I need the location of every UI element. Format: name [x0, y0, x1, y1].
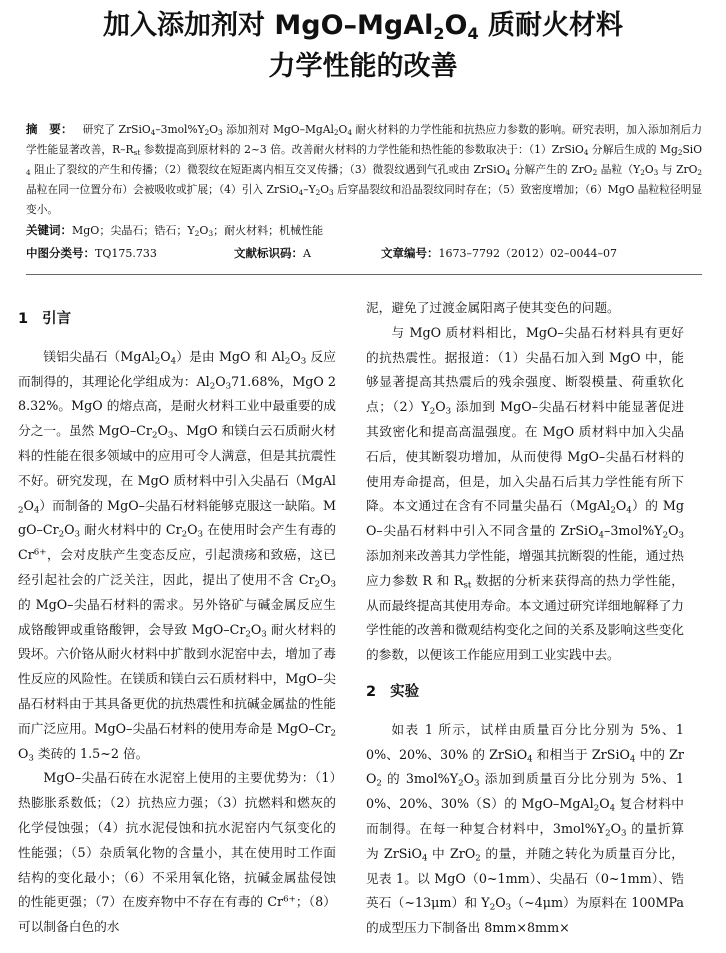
subscript: 4 — [347, 128, 352, 138]
divider — [26, 274, 702, 275]
subscript: 4 — [150, 128, 156, 138]
subscript: 3 — [678, 530, 684, 541]
right-column — [366, 296, 684, 941]
paragraph: 如表 1 所示，试样由质量百分比分别为 5%、10%、20%、30% 的 ZrSiO$_4$ 和相当于 ZrSiO$_4$ 中的 ZrO$_2$ 的 $3mol\%Y_2O_3$ 添加到质量百分比分别为 5%、10%、20%、30%（S）的 MgO–$MgAl_2O_4$ 复合材料中而制得。在每一种复合材料中，$3mol\%Y_2O_3$ 的量折算为 ZrSiO$_4$ 中 ZrO$_2$ 的量，并随之转化为质量百分比，见表 1。以 MgO（0~1mm）、尖晶石（0~1mm）、锆英石（~13μm）和 $Y_2O_3(\sim 4\mu m)$为原料在 100MPa 的成型压力下制备出 8mm×8mm× — [366, 721, 685, 936]
subscript: 2 — [429, 406, 436, 417]
subscript: 4 — [629, 754, 636, 765]
subscript: 2 — [333, 128, 339, 138]
subscript: 2 — [204, 128, 210, 138]
subscript: st — [133, 148, 141, 158]
keywords-text: MgO；尖晶石；锆石；$Y_2O_3$；耐火材料；机械性能 — [72, 224, 324, 239]
subscript: 2 — [209, 381, 216, 392]
section-1-heading: 1 引言 — [18, 311, 72, 327]
document-code: 文献标识码：A — [234, 246, 311, 260]
subscript: 2 — [610, 505, 616, 516]
subscript: 2 — [181, 529, 188, 540]
subscript: 3 — [621, 828, 627, 839]
subscript: 2 — [194, 229, 200, 239]
subscript: 2 — [154, 356, 161, 367]
subscript: 4 — [33, 505, 40, 516]
subscript: 3 — [261, 629, 267, 640]
abstract-text: 研究了 $ZrSiO_4-3mol\%Y_2O_3$ 添加剂对 MgO–$MgAl_2O_4$ 耐火材料的力学性能和抗热应力参数的影响。研究表明，加入添加剂后力学性能显著改善，$R-R_{st}$ 参数提高到原材料的 2~3 倍。改善耐火材料的力学性能和热性能的参数取决于：（1）ZrSiO$_4$ 分解后生成的 $Mg_2SiO_4$ 阻止了裂纹的产生和传播；（2）微裂纹在短距离内相互交叉传播；（3）微裂纹遇到气孔或由 ZrSiO$_4$ 分解产生的 ZrO$_2$ 晶粒（$Y_2O_3$ 与 ZrO$_2$ 晶粒在同一位置分布）会被吸收或扩展；（4）引入 $ZrSiO_4-Y_2O_3$ 后穿晶裂纹和沿晶裂纹同时存在；（5）致密度增加；（6）MgO 晶粒粒径明显变小。 — [26, 123, 703, 216]
section-2-heading: 2 实验 — [366, 683, 420, 700]
superscript: 6+ — [33, 547, 47, 558]
paragraph: MgO–尖晶石砖在水泥窑上使用的主要优势为：（1）热膨胀系数低；（2）抗热应力强；（3）抗燃料和燃灰的化学侵蚀强；（4）抗水泥侵蚀和抗水泥窑内气氛变化的性能强；（5）杂质氧化物的含量小，其在使用时工作面结构的变化最小；（6）不采用氧化铬，抗碱金属盐侵蚀的性能更强；（7）在废弃物中不存在有毒的 $Cr^{6+}$；（8）可以制备白色的水 — [18, 770, 336, 935]
paragraph-continuation: 泥，避免了过渡金属阳离子使其变色的问题。 — [366, 300, 620, 315]
superscript: 6+ — [283, 894, 296, 905]
subscript: 2 — [677, 148, 683, 158]
subscript: 4 — [170, 356, 177, 367]
subscript: 3 — [74, 529, 81, 540]
subscript: 3 — [505, 902, 512, 913]
keywords-label: 关键词： — [26, 223, 72, 237]
subscript: 2 — [475, 853, 481, 864]
subscript: 3 — [218, 128, 223, 138]
subscript: st — [463, 580, 472, 591]
subscript: 4 — [298, 188, 304, 198]
subscript: 3 — [300, 356, 307, 367]
subscript: 2 — [662, 530, 669, 541]
subscript: 2 — [592, 168, 598, 178]
subscript: 2 — [489, 902, 496, 913]
subscript: 2 — [151, 430, 158, 441]
subscript: 3 — [197, 529, 204, 540]
subscript: 2 — [376, 778, 382, 789]
subscript: 3 — [653, 168, 659, 178]
subscript: 2 — [245, 629, 251, 640]
subscript: 4 — [626, 505, 632, 516]
paragraph: 与 MgO 质材料相比，MgO–尖晶石材料具有更好的抗热震性。据报道：（1）尖晶石加入到 MgO 中，能够显著提高其热震后的残余强度、断裂模量、荷重软化点；$(2)Y_2O_3$ 添加到 MgO–尖晶石材料中能显著促进其致密化和提高高温强度。在 MgO 质材料中加入尖晶石后，使其断裂功增加，从而使得 MgO–尖晶石材料的使用寿命提高，但是，加入尖晶石后其力学性能有所下降。本文通过在含有不同量尖晶石$(MgAl_2O_4)$的 MgO–尖晶石材料中引入不同含量的 $ZrSiO_4-3mol\%Y_2O_3$ 添加剂来改善其力学性能，增强其抗断裂的性能，通过热应力参数 R 和 $R_{st}$ 数据的分析来获得高的热力学性能，从而最终提高其使用寿命。本文通过研究详细地解释了力学性能的改善和微观结构变化之间的关系及影响这些变化的参数，以便该工作能应用到工业实践中去。 — [366, 324, 684, 663]
article-meta — [26, 243, 702, 264]
subscript: 2 — [314, 579, 321, 590]
abstract-label: 摘 要： — [26, 122, 73, 136]
subscript: 4 — [505, 168, 511, 178]
subscript: 2 — [458, 778, 464, 789]
subscript: 4 — [598, 530, 605, 541]
article-title-line-1: 加入添加剂对 MgO–$MgAl_2O_4$ 质耐火材料 — [102, 10, 624, 43]
subscript: 3 — [445, 406, 452, 417]
subscript: 4 — [609, 803, 616, 814]
subscript: 3 — [28, 753, 34, 764]
paragraph: 镁铝尖晶石$(MgAl_2O_4)$是由 MgO 和 $Al_2O_3$ 反应而制得的，其理论化学组成为：$Al_2O_371.68\%$，MgO 28.32%。MgO 的熔点高，是耐火材料工业中最重要的成分之一。虽然 MgO–$Cr_2O_3$、MgO 和镁白云石质耐火材料的性能在很多领域中的应用可令人满意，但是其抗震性不好。研究发现，在 MgO 质材料中引入尖晶石$(MgAl_2O_4)$而制备的 MgO–尖晶石材料能够克服这一缺陷。MgO–$Cr_2O_3$ 耐火材料中的 $Cr_2O_3$ 在使用时会产生有毒的 $Cr^{6+}$，会对皮肤产生变态反应，引起溃疡和致癌，这已经引起社会的广泛关注，因此，提出了使用不含 $Cr_2O_3$ 的 MgO–尖晶石材料的需求。另外铬矿与碱金属反应生成铬酸钾或重铬酸钾，会导致 MgO–$Cr_2O_3$ 耐火材料的毁坏。六价铬从耐火材料中扩散到水泥窑中去，增加了毒性反应的风险性。在镁质和镁白云石质材料中，MgO–尖晶石材料由于其具备更优的抗热震性和抗碱金属盐的性能而广泛应用。MgO–尖晶石材料的使用寿命是 MgO–$Cr_2O_3$ 类砖的 1.5~2 倍。 — [18, 348, 336, 764]
subscript: 2 — [433, 24, 445, 43]
classification-number: 中图分类号：TQ175.733 — [26, 246, 157, 260]
subscript: 3 — [474, 778, 480, 789]
subscript: 3 — [208, 229, 214, 239]
subscript: 2 — [640, 168, 645, 178]
subscript: 3 — [330, 579, 336, 590]
subscript: 3 — [329, 188, 334, 198]
article-number: 文章编号：1673–7792（2012）02–0044–07 — [381, 246, 617, 260]
keywords — [26, 220, 702, 241]
subscript: 4 — [527, 754, 533, 765]
subscript: 4 — [583, 148, 589, 158]
subscript: 2 — [315, 188, 321, 198]
subscript: 2 — [284, 356, 291, 367]
subscript: 2 — [58, 529, 65, 540]
subscript: 4 — [26, 168, 31, 178]
subscript: 2 — [18, 505, 24, 516]
subscript: 3 — [167, 430, 174, 441]
subscript: 4 — [467, 24, 479, 43]
subscript: 2 — [697, 168, 703, 178]
subscript: 4 — [421, 853, 428, 864]
subscript: 3 — [225, 381, 232, 392]
subscript: 2 — [605, 828, 611, 839]
left-column — [18, 307, 336, 940]
subscript: 2 — [593, 803, 600, 814]
subscript: 2 — [330, 728, 336, 739]
abstract — [26, 119, 702, 220]
article-title-line-2: 力学性能的改善 — [268, 51, 458, 82]
